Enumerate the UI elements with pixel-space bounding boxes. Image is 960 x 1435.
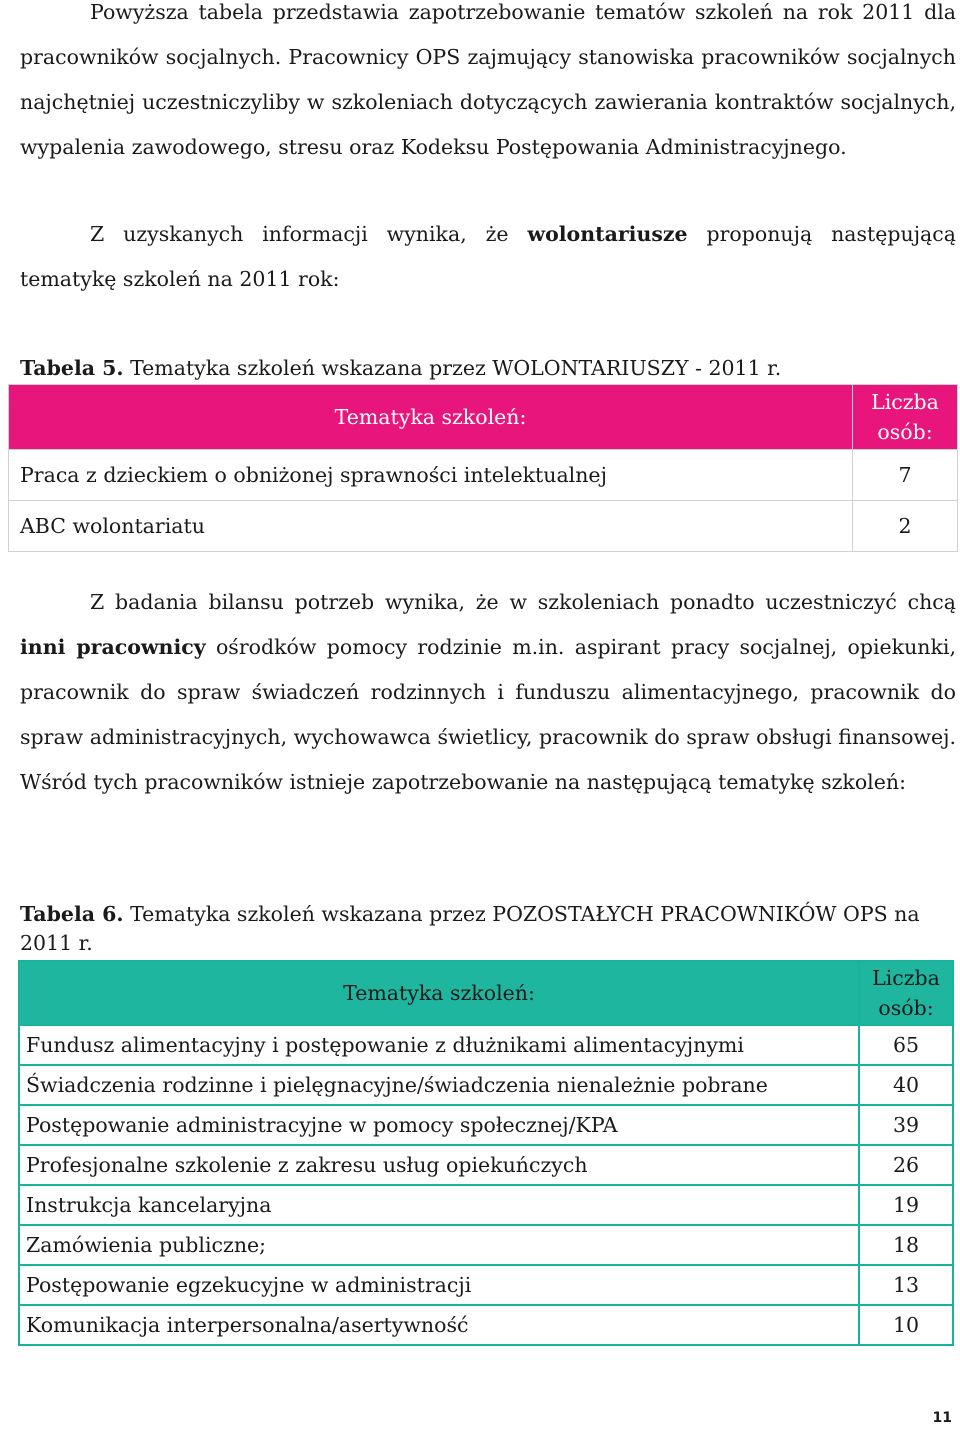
- table-row: [19, 1065, 953, 1105]
- table5-caption-label: Tabela 5.: [20, 356, 124, 380]
- table6-header-count-line2: osób:: [878, 996, 934, 1020]
- table5-header-topic: Tematyka szkoleń:: [9, 385, 853, 450]
- table6-count-cell: 40: [859, 1065, 953, 1105]
- table6-topic-cell: Postępowanie administracyjne w pomocy społecznej/KPA: [19, 1105, 859, 1145]
- others-paragraph: [20, 580, 956, 805]
- table6-header-count: [859, 961, 953, 1025]
- table5: [8, 384, 958, 552]
- table5-topic-cell: ABC wolontariatu: [9, 501, 853, 552]
- table-row: [19, 1025, 953, 1065]
- table5-caption: [20, 354, 956, 382]
- table6-topic-cell: Fundusz alimentacyjny i postępowanie z dłużnikami alimentacyjnymi: [19, 1025, 859, 1065]
- table6-count-cell: 13: [859, 1265, 953, 1305]
- table6-header-count-line1: Liczba: [872, 966, 940, 990]
- table6-topic-cell: Instrukcja kancelaryjna: [19, 1185, 859, 1225]
- volunteers-text-after: proponują następującą tematykę szkoleń na 2011 rok:: [20, 222, 956, 291]
- table-row: [19, 1225, 953, 1265]
- table-row: [9, 450, 958, 501]
- table6-caption: [20, 900, 956, 958]
- table6-topic-cell: Komunikacja interpersonalna/asertywność: [19, 1305, 859, 1345]
- others-text-after: ośrodków pomocy rodzinie m.in. aspirant pracy socjalnej, opiekunki, pracownik do spraw świadczeń rodzinnych i funduszu alimentacyjnego, pracownik do spraw administracyjnych, wychowawca świetlicy, pracownik do spraw obsługi finansowej. Wśród tych pracowników istnieje zapotrzebowanie na następującą tematykę szkoleń:: [20, 635, 956, 794]
- table6-header-row: [19, 961, 953, 1025]
- table5-topic-cell: Praca z dzieckiem o obniżonej sprawności intelektualnej: [9, 450, 853, 501]
- table6-topic-cell: Postępowanie egzekucyjne w administracji: [19, 1265, 859, 1305]
- page-number: 11: [932, 1410, 952, 1426]
- table-row: [19, 1185, 953, 1225]
- table5-count-cell: 7: [853, 450, 958, 501]
- table-row: [19, 1305, 953, 1345]
- table6-caption-label: Tabela 6.: [20, 902, 124, 926]
- intro-paragraph: Powyższa tabela przedstawia zapotrzebowanie tematów szkoleń na rok 2011 dla pracowników socjalnych. Pracownicy OPS zajmujący stanowiska pracowników socjalnych najchętniej uczestniczyliby w szkoleniach dotyczących zawierania kontraktów socjalnych, wypalenia zawodowego, stresu oraz Kodeksu Postępowania Administracyjnego.: [20, 0, 956, 159]
- table6: [18, 960, 954, 1346]
- table6-caption-text: Tematyka szkoleń wskazana przez POZOSTAŁYCH PRACOWNIKÓW OPS na 2011 r.: [20, 902, 920, 955]
- table5-header-row: [9, 385, 958, 450]
- others-bold: inni pracownicy: [20, 635, 206, 659]
- table5-count-cell: 2: [853, 501, 958, 552]
- table-row: [19, 1105, 953, 1145]
- table6-count-cell: 26: [859, 1145, 953, 1185]
- others-text-before: Z badania bilansu potrzeb wynika, że w szkoleniach ponadto uczestniczyć chcą: [90, 590, 956, 614]
- volunteers-bold: wolontariusze: [527, 222, 688, 246]
- table6-topic-cell: Profesjonalne szkolenie z zakresu usług opiekuńczych: [19, 1145, 859, 1185]
- table6-header-topic: Tematyka szkoleń:: [19, 961, 859, 1025]
- table6-count-cell: 18: [859, 1225, 953, 1265]
- table6-count-cell: 19: [859, 1185, 953, 1225]
- table5-header-count-line1: Liczba: [871, 390, 939, 414]
- table6-topic-cell: Zamówienia publiczne;: [19, 1225, 859, 1265]
- volunteers-paragraph: [20, 212, 956, 302]
- table-row: [9, 501, 958, 552]
- table6-count-cell: 39: [859, 1105, 953, 1145]
- table6-topic-cell: Świadczenia rodzinne i pielęgnacyjne/świadczenia nienależnie pobrane: [19, 1065, 859, 1105]
- table6-count-cell: 10: [859, 1305, 953, 1345]
- table-row: [19, 1145, 953, 1185]
- table6-count-cell: 65: [859, 1025, 953, 1065]
- table-row: [19, 1265, 953, 1305]
- table5-header-count-line2: osób:: [877, 420, 933, 444]
- table5-caption-text: Tematyka szkoleń wskazana przez WOLONTARIUSZY - 2011 r.: [123, 356, 782, 380]
- volunteers-text-before: Z uzyskanych informacji wynika, że: [90, 222, 528, 246]
- table5-header-count: [853, 385, 958, 450]
